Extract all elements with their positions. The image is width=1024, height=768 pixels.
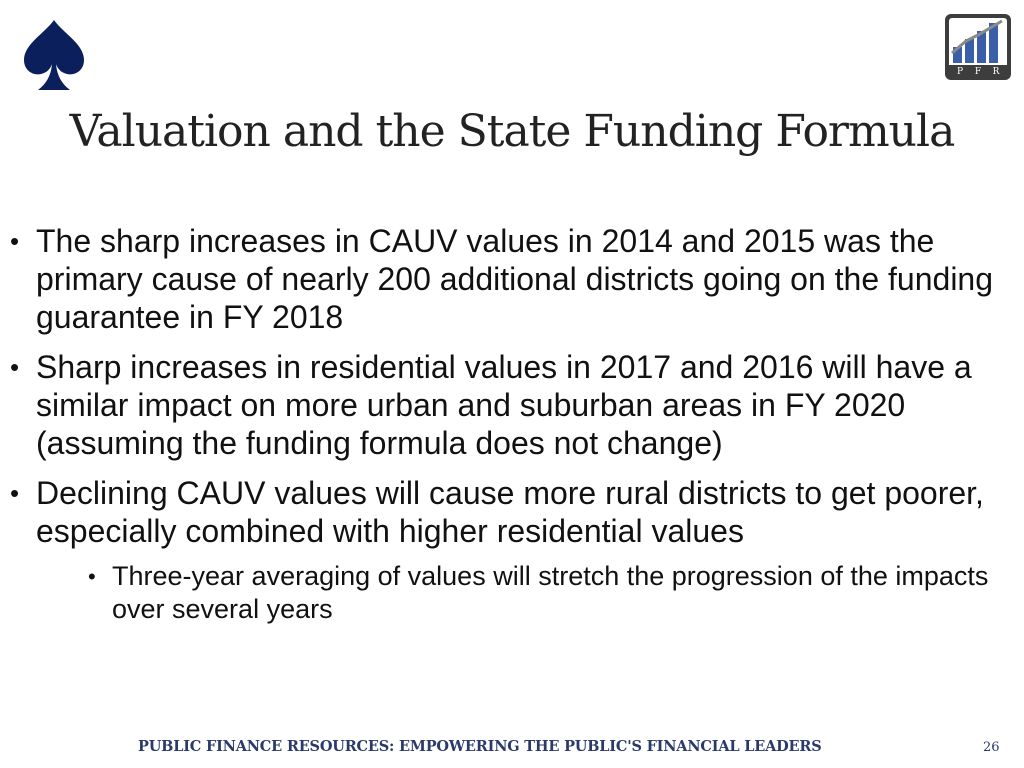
bullet-text: Sharp increases in residential values in 2017 and 2016 will have a similar impact on more urban and suburban areas in FY 2020 (assuming the funding formula does not change)	[36, 349, 972, 461]
bullet-text: The sharp increases in CAUV values in 2014 and 2015 was the primary cause of nearly 200 additional districts going on the funding guarantee in FY 2018	[36, 223, 994, 335]
sub-bullet-text: Three-year averaging of values will stretch the progression of the impacts over several years	[112, 561, 989, 624]
footer-tagline: PUBLIC FINANCE RESOURCES: EMPOWERING THE PUBLIC'S FINANCIAL LEADERS	[138, 738, 822, 755]
bullet-item	[10, 474, 1010, 626]
sub-bullet-list	[36, 560, 1010, 626]
bullet-list	[10, 222, 1010, 638]
spade-icon	[18, 16, 90, 96]
logo-letter-r: R	[992, 67, 1000, 77]
bullet-text: Declining CAUV values will cause more rural districts to get poorer, especially combined with higher residential values	[36, 475, 984, 549]
slide-title: Valuation and the State Funding Formula	[69, 106, 955, 157]
logo-letter-p: P	[956, 67, 964, 77]
logo-letter-f: F	[974, 67, 982, 77]
spade-shape	[24, 20, 84, 90]
bullet-item	[10, 348, 1010, 462]
sub-bullet-item	[88, 560, 1010, 626]
pfr-logo	[944, 13, 1012, 81]
bullet-item	[10, 222, 1010, 336]
page-number: 26	[983, 740, 1000, 755]
